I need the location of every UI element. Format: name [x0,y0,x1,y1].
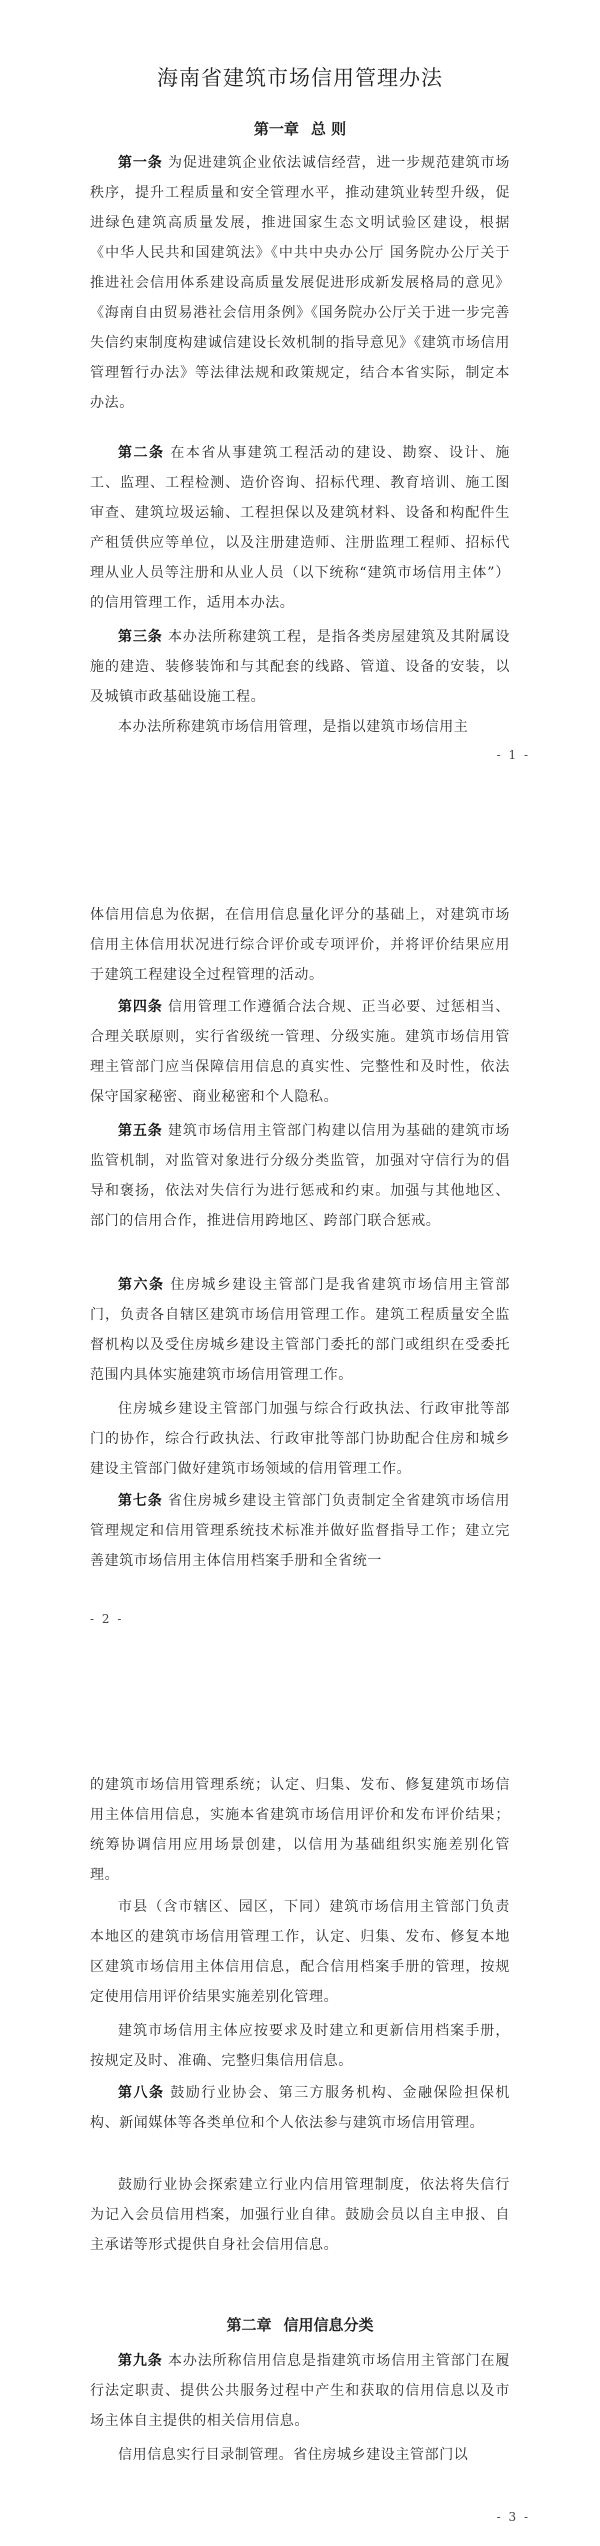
article-5-paragraph [90,1116,510,1236]
article-8-paragraph [90,2078,510,2138]
document-page-1 [0,0,600,800]
paragraph [90,2170,510,2260]
article-label: 第五条 [118,1123,163,1139]
paragraph-text: 鼓励行业协会探索建立行业内信用管理制度，依法将失信行为记入会员信用档案，加强行业自律。鼓励会员以自主申报、自主承诺等形式提供自身社会信用信息。 [90,2177,510,2253]
document-page-3 [0,1740,600,2546]
chapter-2-number: 第二章 [226,2316,272,2334]
article-text: 建筑市场信用主管部门构建以信用为基础的建筑市场监管机制，对监管对象进行分级分类监管，加强对守信行为的倡导和褒扬，依法对失信行为进行惩戒和约束。加强与其他地区、部门的信用合作，推进信用跨地区、跨部门联合惩戒。 [90,1123,510,1229]
paragraph-continued [90,900,510,990]
paragraph-text: 体信用信息为依据，在信用信息量化评分的基础上，对建筑市场信用主体信用状况进行综合评价或专项评价，并将评价结果应用于建筑工程建设全过程管理的活动。 [90,907,510,983]
paragraph [90,1892,510,2012]
page-number: - 1 - [496,748,530,762]
article-label: 第八条 [118,2085,165,2101]
paragraph [90,712,510,742]
paragraph [90,1394,510,1484]
article-text: 在本省从事建筑工程活动的建设、勘察、设计、施工、监理、工程检测、造价咨询、招标代理、教育培训、施工图审查、建筑垃圾运输、工程担保以及建筑材料、设备和构配件生产租赁供应等单位，以及注册建造师、注册监理工程师、招标代理从业人员等注册和从业人员（以下统称“建筑市场信用主体”）的信用管理工作，适用本办法。 [90,445,510,611]
chapter-2-name: 信用信息分类 [283,2316,374,2334]
paragraph-text: 建筑市场信用主体应按要求及时建立和更新信用档案手册，按规定及时、准确、完整归集信用信息。 [90,2023,510,2069]
document-page-2 [0,870,600,1670]
article-9-paragraph [90,2346,510,2436]
article-2-paragraph [90,438,510,618]
page-number: - 3 - [496,2510,530,2524]
paragraph-text: 本办法所称建筑市场信用管理，是指以建筑市场信用主 [118,719,469,735]
article-label: 第二条 [118,445,165,461]
article-3-paragraph [90,622,510,712]
paragraph-continued [90,1770,510,1890]
article-text: 为促进建筑企业依法诚信经营，进一步规范建筑市场秩序，提升工程质量和安全管理水平，推动建筑业转型升级，促进绿色建筑高质量发展，推进国家生态文明试验区建设，根据《中华人民共和国建筑法》《中共中央办公厅 国务院办公厅关于推进社会信用体系建设高质量发展促进形成新发展格局的意见》《海南自由贸易港社会信用条例》《国务院办公厅关于进一步完善失信约束制度构建诚信建设长效机制的指导意见》《建筑市场信用管理暂行办法》等法律法规和政策规定，结合本省实际，制定本办法。 [90,155,510,411]
article-text: 省住房城乡建设主管部门负责制定全省建筑市场信用管理规定和信用管理系统技术标准并做好监督指导工作；建立完善建筑市场信用主体信用档案手册和全省统一 [90,1493,510,1569]
article-label: 第一条 [118,155,163,171]
article-1-paragraph [90,148,510,418]
article-label: 第九条 [118,2353,163,2369]
paragraph-text: 信用信息实行目录制管理。省住房城乡建设主管部门以 [118,2447,469,2463]
article-text: 本办法所称建筑工程，是指各类房屋建筑及其附属设施的建造、装修装饰和与其配套的线路、管道、设备的安装，以及城镇市政基础设施工程。 [90,629,510,705]
chapter-1-number: 第一章 [253,120,299,138]
paragraph-text: 住房城乡建设主管部门加强与综合行政执法、行政审批等部门的协作，综合行政执法、行政审批等部门协助配合住房和城乡建设主管部门做好建筑市场领域的信用管理工作。 [90,1401,510,1477]
article-label: 第三条 [118,629,163,645]
chapter-2-heading [0,2314,600,2335]
article-text: 本办法所称信用信息是指建筑市场信用主管部门在履行法定职责、提供公共服务过程中产生和获取的信用信息以及市场主体自主提供的相关信用信息。 [90,2353,510,2429]
paragraph [90,2016,510,2076]
article-text: 住房城乡建设主管部门是我省建筑市场信用主管部门，负责各自辖区建筑市场信用管理工作。建筑工程质量安全监督机构以及受住房城乡建设主管部门委托的部门或组织在受委托范围内具体实施建筑市场信用管理工作。 [90,1277,510,1383]
article-label: 第六条 [118,1277,165,1293]
article-6-paragraph [90,1270,510,1390]
chapter-1-heading [0,118,600,139]
article-7-paragraph [90,1486,510,1576]
paragraph-text: 的建筑市场信用管理系统；认定、归集、发布、修复建筑市场信用主体信用信息，实施本省建筑市场信用评价和发布评价结果；统筹协调信用应用场景创建，以信用为基础组织实施差别化管理。 [90,1777,510,1883]
article-text: 鼓励行业协会、第三方服务机构、金融保险担保机构、新闻媒体等各类单位和个人依法参与建筑市场信用管理。 [90,2085,510,2131]
page-number: - 2 - [90,1612,124,1626]
article-label: 第七条 [118,1493,163,1509]
paragraph-text: 市县（含市辖区、园区，下同）建筑市场信用主管部门负责本地区的建筑市场信用管理工作，认定、归集、发布、修复本地区建筑市场信用主体信用信息，配合信用档案手册的管理，按规定使用信用评价结果实施差别化管理。 [90,1899,510,2005]
document-title: 海南省建筑市场信用管理办法 [157,66,443,90]
article-4-paragraph [90,992,510,1112]
article-label: 第四条 [118,999,163,1015]
chapter-1-name: 总 则 [310,120,347,138]
article-text: 信用管理工作遵循合法合规、正当必要、过惩相当、合理关联原则，实行省级统一管理、分级实施。建筑市场信用管理主管部门应当保障信用信息的真实性、完整性和及时性，依法保守国家秘密、商业秘密和个人隐私。 [90,999,510,1105]
paragraph [90,2440,510,2470]
